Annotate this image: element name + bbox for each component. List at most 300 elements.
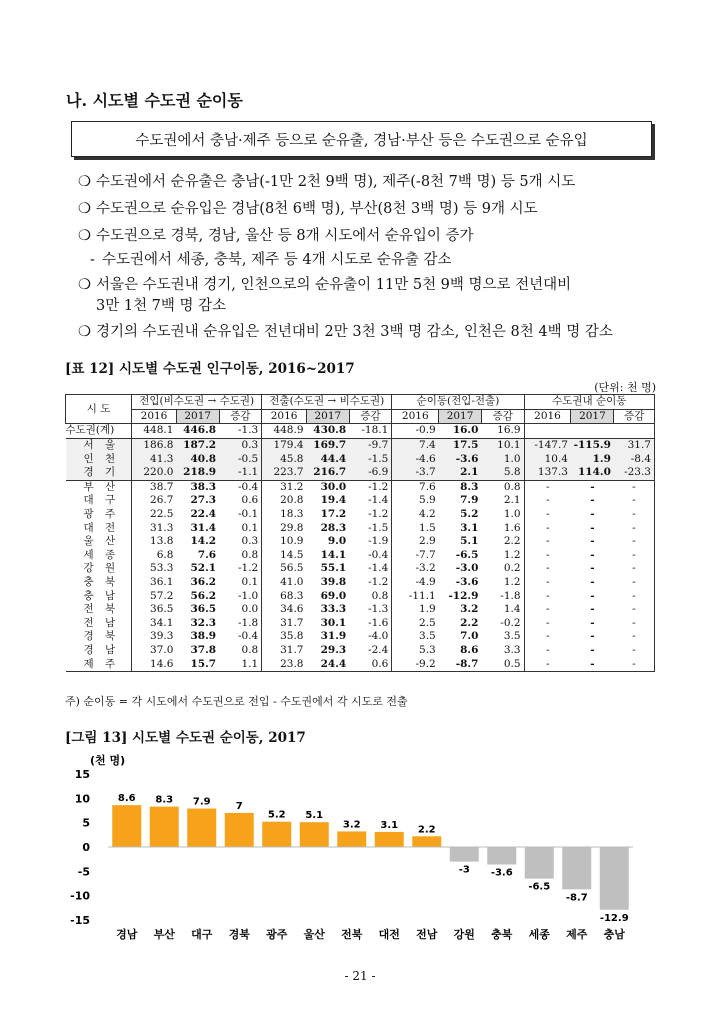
x-tick-label: 대전 [378, 928, 400, 941]
value-cell: 10.9 [280, 535, 304, 548]
value-cell: - [545, 630, 550, 643]
value-cell: 2.1 [481, 494, 524, 508]
table-row [66, 589, 655, 603]
bullet-item [78, 226, 473, 246]
value-cell: 1.5 [419, 521, 436, 534]
value-cell: -3.0 [455, 562, 479, 575]
value-cell: 56.5 [280, 562, 304, 575]
data-table [65, 394, 655, 672]
value-cell: -0.9 [392, 424, 439, 439]
value-cell [614, 424, 655, 439]
value-cell: -4.6 [392, 452, 439, 466]
table-row [66, 535, 655, 549]
value-cell: 0.3 [219, 535, 262, 549]
y-tick-label: -15 [70, 914, 90, 927]
table-body [66, 424, 655, 672]
value-cell: 39.8 [320, 576, 347, 589]
value-cell: 18.3 [280, 508, 304, 521]
value-cell: - [590, 494, 595, 507]
value-cell: -0.4 [219, 630, 262, 644]
value-cell: - [614, 603, 655, 617]
y-axis-unit: (천 명) [90, 754, 126, 767]
region-cell: 세 종 [66, 549, 132, 563]
value-cell: 45.8 [262, 452, 307, 466]
value-cell: 2.1 [439, 466, 482, 480]
data-label: 3.2 [342, 819, 361, 831]
value-cell: -0.5 [219, 452, 262, 466]
table-row [66, 562, 655, 576]
value-cell: - [545, 548, 550, 561]
region-cell: 충 남 [66, 589, 132, 603]
value-cell: - [524, 657, 571, 671]
value-cell: 1.1 [219, 657, 262, 671]
region-cell: 경 기 [66, 466, 132, 480]
value-cell: 34.1 [150, 616, 174, 629]
value-cell: 38.3 [190, 480, 217, 493]
value-cell: 1.2 [481, 576, 524, 590]
value-cell: - [545, 494, 550, 507]
table-row [66, 644, 655, 658]
value-cell: - [590, 576, 595, 589]
value-cell: - [590, 643, 595, 656]
bullet-marker: ❍ [78, 324, 91, 340]
value-cell: 28.3 [320, 521, 347, 534]
subheader: 증감 [614, 409, 655, 424]
bullet-marker: ❍ [78, 174, 91, 190]
value-cell: -3.6 [439, 452, 482, 466]
value-cell: 14.6 [132, 657, 177, 671]
table-row [66, 657, 655, 671]
bullet-continuation [96, 296, 226, 316]
value-cell: - [590, 630, 595, 643]
region-cell: 서 울 [66, 438, 132, 452]
value-cell: 36.5 [190, 603, 217, 616]
bullet-marker: ❍ [78, 201, 91, 217]
value-cell: -8.4 [614, 452, 655, 466]
value-cell: 38.9 [190, 630, 217, 643]
x-tick-label: 충남 [603, 928, 625, 941]
bullet-text: 3만 1천 7백 명 감소 [96, 298, 227, 314]
value-cell: 5.2 [460, 508, 479, 521]
bar [600, 847, 629, 910]
value-cell: 1.4 [481, 603, 524, 617]
chart-caption: [그림 13] 시도별 수도권 순이동, 2017 [65, 730, 306, 746]
subheader: 증감 [349, 409, 392, 424]
x-tick-label: 전북 [341, 928, 363, 941]
value-cell: -6.5 [455, 548, 479, 561]
table-row [66, 452, 655, 466]
subheader: 2016 [392, 409, 439, 424]
value-cell: 0.8 [219, 549, 262, 563]
bullet-marker: ❍ [78, 277, 91, 293]
x-tick-label: 전남 [416, 928, 438, 941]
header-group: 전출(수도권 → 비수도권) [262, 395, 392, 410]
value-cell: - [614, 644, 655, 658]
value-cell: 5.8 [481, 466, 524, 480]
value-cell: 7.6 [197, 548, 217, 561]
value-cell: - [614, 589, 655, 603]
value-cell: 20.8 [280, 494, 304, 507]
bullet-text: 수도권으로 경북, 경남, 울산 등 8개 시도에서 순유입이 증가 [96, 228, 474, 244]
value-cell: 10.1 [481, 438, 524, 452]
table-caption: [표 12] 시도별 수도권 인구이동, 2016~2017 [65, 361, 355, 377]
value-cell: - [614, 576, 655, 590]
value-cell: - [614, 549, 655, 563]
bar [225, 813, 254, 847]
value-cell: 216.7 [307, 466, 350, 480]
value-cell: -0.2 [481, 617, 524, 631]
value-cell: 24.4 [307, 657, 350, 671]
table-footnote: 주) 순이동 = 각 시도에서 수도권으로 전입 - 수도권에서 각 시도로 전출 [65, 695, 408, 708]
y-tick-label: 5 [82, 816, 90, 830]
value-cell: 26.7 [150, 494, 174, 507]
value-cell: 4.2 [419, 508, 436, 521]
table-row [66, 480, 655, 494]
value-cell: - [614, 480, 655, 494]
value-cell: 7.9 [460, 494, 479, 507]
value-cell: -1.2 [349, 508, 392, 522]
value-cell: -4.9 [415, 576, 436, 589]
value-cell: -1.9 [349, 535, 392, 549]
value-cell: 3.3 [481, 644, 524, 658]
value-cell: - [571, 657, 614, 671]
value-cell: 15.7 [176, 657, 219, 671]
value-cell: 31.7 [280, 643, 304, 656]
value-cell: 23.8 [262, 657, 307, 671]
value-cell: - [545, 576, 550, 589]
table-row [66, 494, 655, 508]
value-cell: 14.1 [320, 548, 347, 561]
value-cell: - [590, 480, 595, 493]
value-cell: 33.3 [320, 603, 347, 616]
value-cell: 9.0 [327, 535, 347, 548]
x-tick-label: 경남 [116, 928, 138, 941]
value-cell: -9.7 [349, 438, 392, 452]
subheader: 2017 [176, 409, 219, 424]
value-cell: -12.9 [448, 589, 479, 602]
region-cell: 전 남 [66, 617, 132, 631]
value-cell: -1.5 [349, 452, 392, 466]
bullet-item [78, 199, 538, 219]
value-cell: -115.9 [571, 438, 614, 452]
value-cell: 7.6 [419, 480, 436, 493]
value-cell: -23.3 [614, 466, 655, 480]
value-cell: -1.8 [481, 589, 524, 603]
data-label: 5.2 [267, 809, 286, 821]
value-cell: -1.2 [349, 480, 392, 494]
value-cell: 114.0 [571, 466, 614, 480]
x-tick-label: 충북 [491, 928, 513, 941]
region-cell: 충 북 [66, 576, 132, 590]
value-cell: -1.5 [349, 521, 392, 535]
value-cell: 6.8 [156, 548, 174, 561]
value-cell: 448.1 [132, 424, 177, 439]
value-cell: 27.3 [190, 494, 217, 507]
bullet-marker: ❍ [78, 228, 91, 244]
value-cell: -2.4 [349, 644, 392, 658]
value-cell: 0.1 [219, 576, 262, 590]
bullet-item [78, 322, 613, 342]
value-cell: 39.3 [150, 630, 174, 643]
value-cell: - [614, 494, 655, 508]
value-cell: -11.1 [408, 589, 436, 602]
value-cell: -9.2 [392, 657, 439, 671]
value-cell: - [614, 630, 655, 644]
region-cell: 부 산 [66, 480, 132, 494]
value-cell: -1.0 [219, 589, 262, 603]
value-cell: 16.9 [481, 424, 524, 439]
subheader: 증감 [481, 409, 524, 424]
value-cell: 0.1 [219, 521, 262, 535]
section-title: 나. 시도별 수도권 순이동 [66, 91, 243, 110]
value-cell: 36.5 [150, 603, 174, 616]
value-cell: - [545, 589, 550, 602]
value-cell: - [590, 562, 595, 575]
header-group: 전입(비수도권 → 수도권) [132, 395, 262, 410]
value-cell: 19.4 [320, 494, 347, 507]
bar [262, 822, 291, 847]
value-cell: - [590, 508, 595, 521]
region-cell: 수도권(계) [66, 424, 132, 439]
value-cell: 41.3 [132, 452, 177, 466]
value-cell: 179.4 [262, 438, 307, 452]
value-cell: 5.3 [419, 643, 436, 656]
value-cell: 3.1 [460, 521, 479, 534]
value-cell: 0.8 [349, 589, 392, 603]
bar-chart [60, 748, 660, 948]
value-cell: 7.0 [460, 630, 479, 643]
value-cell: 1.0 [481, 452, 524, 466]
value-cell: -4.0 [349, 630, 392, 644]
bullet-text: 수도권에서 순유출은 충남(-1만 2천 9백 명), 제주(-8천 7백 명) 등 5개 시도 [96, 174, 576, 190]
table-row [66, 576, 655, 590]
subheader: 2017 [307, 409, 350, 424]
bullet-item [78, 275, 571, 295]
region-cell: 전 북 [66, 603, 132, 617]
value-cell: 3.5 [481, 630, 524, 644]
region-cell: 대 구 [66, 494, 132, 508]
value-cell: 1.9 [419, 603, 436, 616]
value-cell: -1.3 [349, 603, 392, 617]
summary-text: 수도권에서 충남·제주 등으로 순유출, 경남·부산 등은 수도권으로 순유입 [135, 132, 588, 149]
value-cell: 29.3 [320, 643, 347, 656]
x-tick-label: 강원 [453, 928, 475, 941]
value-cell: 17.5 [439, 438, 482, 452]
bullet-text: 수도권에서 세종, 충북, 제주 등 4개 시도로 순유출 감소 [102, 252, 452, 268]
value-cell: -0.4 [349, 549, 392, 563]
value-cell: 8.3 [460, 480, 479, 493]
bar [150, 807, 179, 847]
table-row [66, 549, 655, 563]
value-cell: 0.6 [219, 494, 262, 508]
value-cell: 14.2 [190, 535, 217, 548]
page-number: - 21 - [344, 969, 376, 983]
value-cell: 0.6 [349, 657, 392, 671]
bar [187, 809, 216, 847]
x-tick-label: 대구 [191, 928, 213, 941]
value-cell: -1.4 [349, 494, 392, 508]
unit-note: (단위: 천 명) [594, 381, 656, 394]
data-label: 2.2 [417, 824, 436, 836]
table-row [66, 603, 655, 617]
bullet-marker: - [90, 252, 95, 268]
subheader: 2016 [524, 409, 571, 424]
value-cell: 1.9 [571, 452, 614, 466]
value-cell: 430.8 [307, 424, 350, 439]
value-cell: 30.0 [320, 480, 347, 493]
value-cell: - [545, 521, 550, 534]
value-cell: - [614, 508, 655, 522]
data-label: 7 [235, 800, 243, 812]
bar [337, 831, 366, 847]
bullet-text: 경기의 수도권내 순유입은 전년대비 2만 3천 3백 명 감소, 인천은 8천 4백 명 감소 [96, 324, 613, 340]
value-cell: 169.7 [307, 438, 350, 452]
value-cell: 14.5 [280, 548, 304, 561]
value-cell: 3.5 [419, 630, 436, 643]
value-cell: 16.0 [439, 424, 482, 439]
x-tick-label: 세종 [528, 928, 550, 941]
value-cell: 57.2 [150, 589, 174, 602]
value-cell: 52.1 [190, 562, 217, 575]
value-cell: 13.8 [150, 535, 174, 548]
value-cell: - [590, 535, 595, 548]
value-cell: - [545, 535, 550, 548]
value-cell: -1.2 [219, 562, 262, 576]
region-cell: 강 원 [66, 562, 132, 576]
value-cell: -3.6 [455, 576, 479, 589]
bullet-text: 수도권으로 순유입은 경남(8천 6백 명), 부산(8천 3백 명) 등 9개 시도 [96, 201, 538, 217]
value-cell [571, 424, 614, 439]
value-cell: 2.2 [460, 616, 479, 629]
summary-box [71, 121, 652, 157]
y-tick-label: 15 [74, 768, 90, 781]
value-cell: - [614, 657, 655, 671]
value-cell: - [545, 603, 550, 616]
value-cell: 5.9 [419, 494, 436, 507]
table-row [66, 438, 655, 452]
header-group: 수도권내 순이동 [524, 395, 654, 410]
value-cell: -1.2 [349, 576, 392, 590]
value-cell: - [590, 589, 595, 602]
header-region: 시 도 [66, 395, 132, 424]
value-cell: - [590, 616, 595, 629]
value-cell: 37.8 [190, 643, 217, 656]
value-cell: 31.2 [280, 480, 304, 493]
value-cell: -18.1 [349, 424, 392, 439]
value-cell: - [590, 603, 595, 616]
value-cell: 1.0 [481, 508, 524, 522]
value-cell: 36.1 [150, 576, 174, 589]
value-cell: 2.5 [419, 616, 436, 629]
value-cell: -0.1 [219, 508, 262, 522]
data-label: -12.9 [599, 912, 629, 924]
data-label: 5.1 [305, 810, 324, 822]
bullet-subitem [90, 250, 451, 270]
bar [525, 847, 554, 879]
value-cell: -3.7 [392, 466, 439, 480]
bar [375, 832, 404, 847]
table-row [66, 521, 655, 535]
bullet-text: 서울은 수도권내 경기, 인천으로의 순유출이 11만 5천 9백 명으로 전년대비 [96, 277, 572, 293]
value-cell: 38.7 [150, 480, 174, 493]
table-row [66, 630, 655, 644]
value-cell: -1.8 [219, 617, 262, 631]
value-cell: 187.2 [176, 438, 219, 452]
bar [412, 836, 441, 847]
y-tick-label: -5 [77, 865, 90, 879]
value-cell: - [614, 617, 655, 631]
bar [300, 822, 329, 847]
value-cell: -0.4 [219, 480, 262, 494]
value-cell: 41.0 [280, 576, 304, 589]
value-cell: -1.6 [349, 617, 392, 631]
value-cell: 30.1 [320, 616, 347, 629]
value-cell: 7.4 [392, 438, 439, 452]
value-cell: 0.2 [481, 562, 524, 576]
region-cell: 대 전 [66, 521, 132, 535]
value-cell: - [545, 480, 550, 493]
header-group: 순이동(전입-전출) [392, 395, 524, 410]
data-label: -6.5 [528, 881, 551, 893]
region-cell: 경 남 [66, 644, 132, 658]
region-cell: 울 산 [66, 535, 132, 549]
value-cell: 68.3 [280, 589, 304, 602]
value-cell: 40.8 [176, 452, 219, 466]
data-label: -3 [458, 864, 470, 876]
value-cell: 10.4 [524, 452, 571, 466]
data-label: -3.6 [490, 867, 513, 879]
value-cell: 35.8 [280, 630, 304, 643]
value-cell: 53.3 [150, 562, 174, 575]
value-cell: 5.1 [460, 535, 479, 548]
x-tick-label: 광주 [266, 928, 288, 941]
value-cell: - [545, 562, 550, 575]
value-cell: 0.5 [481, 657, 524, 671]
value-cell: 220.0 [132, 466, 177, 480]
value-cell: 56.2 [190, 589, 217, 602]
value-cell: - [545, 643, 550, 656]
table-row [66, 508, 655, 522]
bar [450, 847, 479, 862]
table-row [66, 617, 655, 631]
x-tick-label: 경북 [228, 928, 250, 941]
subheader: 2016 [262, 409, 307, 424]
value-cell: 29.8 [280, 521, 304, 534]
table-row [66, 466, 655, 480]
value-cell: 1.6 [481, 521, 524, 535]
value-cell: 137.3 [524, 466, 571, 480]
value-cell: - [590, 521, 595, 534]
value-cell: 1.2 [481, 549, 524, 563]
value-cell: - [614, 521, 655, 535]
value-cell: 2.9 [419, 535, 436, 548]
region-cell: 제 주 [66, 657, 132, 671]
region-cell: 경 북 [66, 630, 132, 644]
value-cell: -7.7 [415, 548, 436, 561]
value-cell: - [614, 562, 655, 576]
value-cell: 186.8 [132, 438, 177, 452]
value-cell: -1.1 [219, 466, 262, 480]
y-tick-label: 10 [74, 792, 90, 806]
value-cell: -3.2 [415, 562, 436, 575]
y-tick-label: 0 [82, 841, 90, 854]
bullet-item [78, 172, 575, 192]
value-cell: 17.2 [320, 508, 347, 521]
value-cell: 34.6 [280, 603, 304, 616]
value-cell: 22.5 [150, 508, 174, 521]
region-cell: 광 주 [66, 508, 132, 522]
value-cell: -8.7 [439, 657, 482, 671]
